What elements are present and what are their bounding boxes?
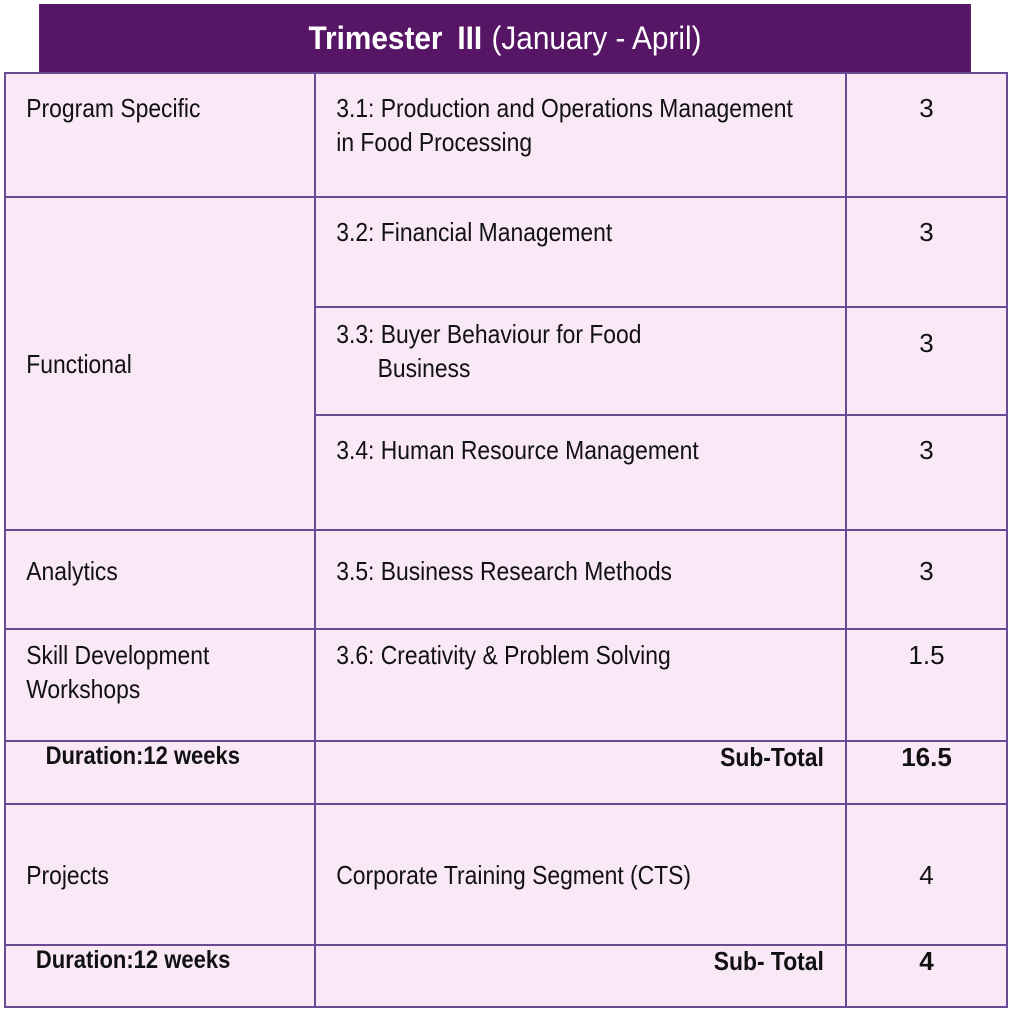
trimester-period: (January - April) [491,19,702,56]
credits-cell: 1.5 [846,629,1007,741]
trimester-header [39,4,971,72]
course-name: 3.1: Production and Operations Management [336,93,793,123]
table-row [5,197,1007,307]
table-row [5,804,1007,945]
course-cell: 3.2: Financial Management [315,197,846,307]
category-cell: Analytics [5,530,315,629]
subtotal-row [5,945,1007,1007]
duration-cell: Duration:12 weeks [5,945,315,1007]
course-name-cont: Business [377,353,471,383]
course-name: 3.3: Buyer Behaviour for Food [336,319,642,349]
credits-cell: 4 [846,804,1007,945]
table-row [5,629,1007,741]
subtotal-value-cell: 4 [846,945,1007,1007]
course-cell [315,307,846,415]
course-cell: Corporate Training Segment (CTS) [315,804,846,945]
subtotal-label-cell: Sub-Total [315,741,846,804]
curriculum-sheet [4,4,1006,1007]
trimester-title: Trimester III [308,19,483,56]
category-cell: Projects [5,804,315,945]
table-row [5,530,1007,629]
credits-cell: 3 [846,73,1007,197]
credits-cell: 3 [846,197,1007,307]
category-cell: Program Specific [5,73,315,197]
course-name-cont: in Food Processing [336,127,533,157]
duration-cell: Duration:12 weeks [5,741,315,804]
course-table [4,72,1008,1008]
subtotal-label-cell: Sub- Total [315,945,846,1007]
subtotal-value-cell: 16.5 [846,741,1007,804]
course-cell [315,73,846,197]
table-row [5,73,1007,197]
credits-cell: 3 [846,307,1007,415]
course-cell: 3.6: Creativity & Problem Solving [315,629,846,741]
category-cell: Skill Development Workshops [5,629,315,741]
credits-cell: 3 [846,530,1007,629]
course-cell: 3.5: Business Research Methods [315,530,846,629]
subtotal-row [5,741,1007,804]
credits-cell: 3 [846,415,1007,530]
category-cell: Functional [5,197,315,530]
course-cell: 3.4: Human Resource Management [315,415,846,530]
